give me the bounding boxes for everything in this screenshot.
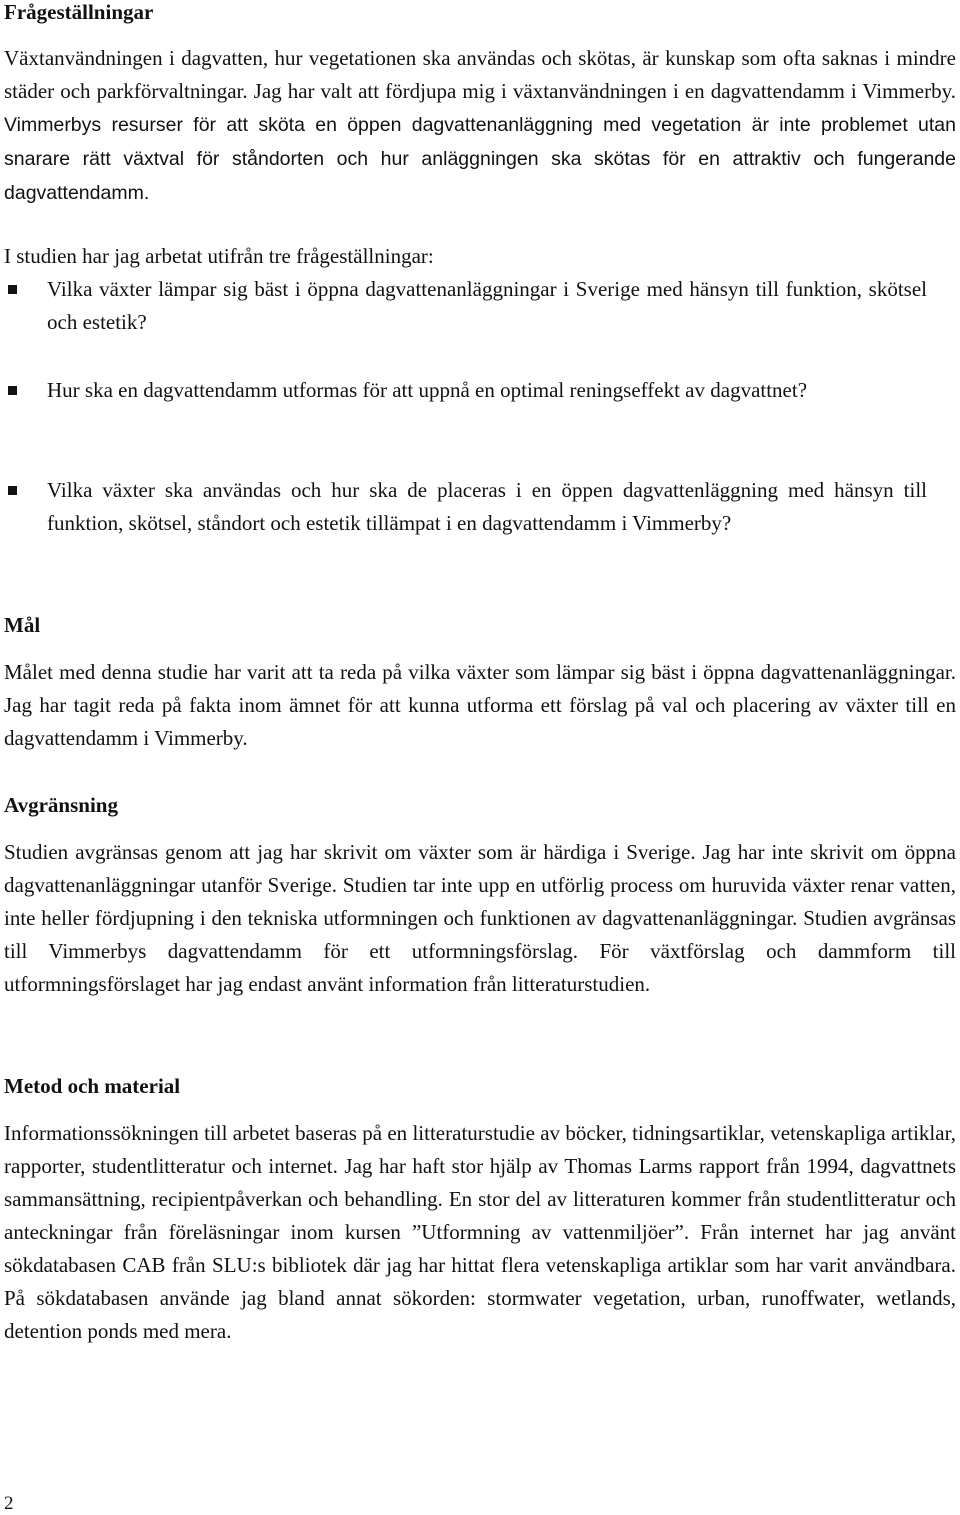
heading-avgransning: Avgränsning — [4, 793, 118, 817]
square-bullet-icon — [8, 486, 17, 495]
question-text: Hur ska en dagvattendamm utformas för att uppnå en optimal reningseffekt av dagvattnet? — [47, 378, 808, 402]
square-bullet-icon — [8, 386, 17, 395]
question-text: Vilka växter lämpar sig bäst i öppna dagvattenanläggningar i Sverige med hänsyn till funktion, skötsel och estetik? — [47, 277, 927, 334]
paragraph-questions-intro: I studien har jag arbetat utifrån tre frågeställningar: — [4, 244, 434, 268]
page-number: 2 — [4, 1493, 14, 1514]
paragraph-intro-part-1: Växtanvändningen i dagvatten, hur vegetationen ska användas och skötas, är kunskap som ofta saknas i mindre städer och parkförvaltningar. Jag har valt att fördjupa mig i växtanvändningen i en dagvattendamm i Vimmerby. — [4, 46, 956, 103]
square-bullet-icon — [8, 285, 17, 294]
paragraph-intro-vaxtanvandning — [4, 42, 956, 210]
paragraph-avgransning: Studien avgränsas genom att jag har skrivit om växter som är härdiga i Sverige. Jag har inte skrivit om öppna dagvattenanläggningar utanför Sverige. Studien tar inte upp en utförlig process om huruvida växter renar vatten, inte heller fördjupning i den tekniska utformningen och funktionen av dagvattenanläggningar. Studien avgränsas till Vimmerbys dagvattendamm för ett utformningsförslag. För växtförslag och dammform till utformningsförslaget har jag endast använt information från litteraturstudien. — [4, 840, 956, 996]
heading-mal: Mål — [4, 613, 41, 637]
question-text: Vilka växter ska användas och hur ska de placeras i en öppen dagvattenläggning med hänsyn till funktion, skötsel, ståndort och estetik tillämpat i en dagvattendamm i Vimmerby? — [47, 478, 927, 535]
paragraph-metod: Informationssökningen till arbetet baseras på en litteraturstudie av böcker, tidningsartiklar, vetenskapliga artiklar, rapporter, studentlitteratur och internet. Jag har haft stor hjälp av Thomas Larms rapport från 1994, dagvattnets sammansättning, recipientpåverkan och behandling. En stor del av litteraturen kommer från studentlitteratur och anteckningar från föreläsningar inom kursen ”Utformning av vattenmiljöer”. Från internet har jag använt sökdatabasen CAB från SLU:s bibliotek där jag har hittat flera vetenskapliga artiklar som har varit användbara. På sökdatabasen använde jag bland annat sökorden: stormwater vegetation, urban, runoffwater, wetlands, detention ponds med mera. — [4, 1121, 956, 1343]
paragraph-intro-part-2: Vimmerbys resurser för att sköta en öppen dagvattenanläggning med vegetation är inte problemet utan snarare rätt växtval för ståndorten och hur anläggningen ska skötas för en attraktiv och fungerande dagvattendamm. — [4, 114, 956, 204]
heading-fragestallningar: Frågeställningar — [4, 0, 154, 24]
paragraph-mal: Målet med denna studie har varit att ta reda på vilka växter som lämpar sig bäst i öppna dagvattenanläggningar. Jag har tagit reda på fakta inom ämnet för att kunna utforma ett förslag på val och placering av växter till en dagvattendamm i Vimmerby. — [4, 660, 956, 750]
heading-metod-och-material: Metod och material — [4, 1074, 181, 1098]
